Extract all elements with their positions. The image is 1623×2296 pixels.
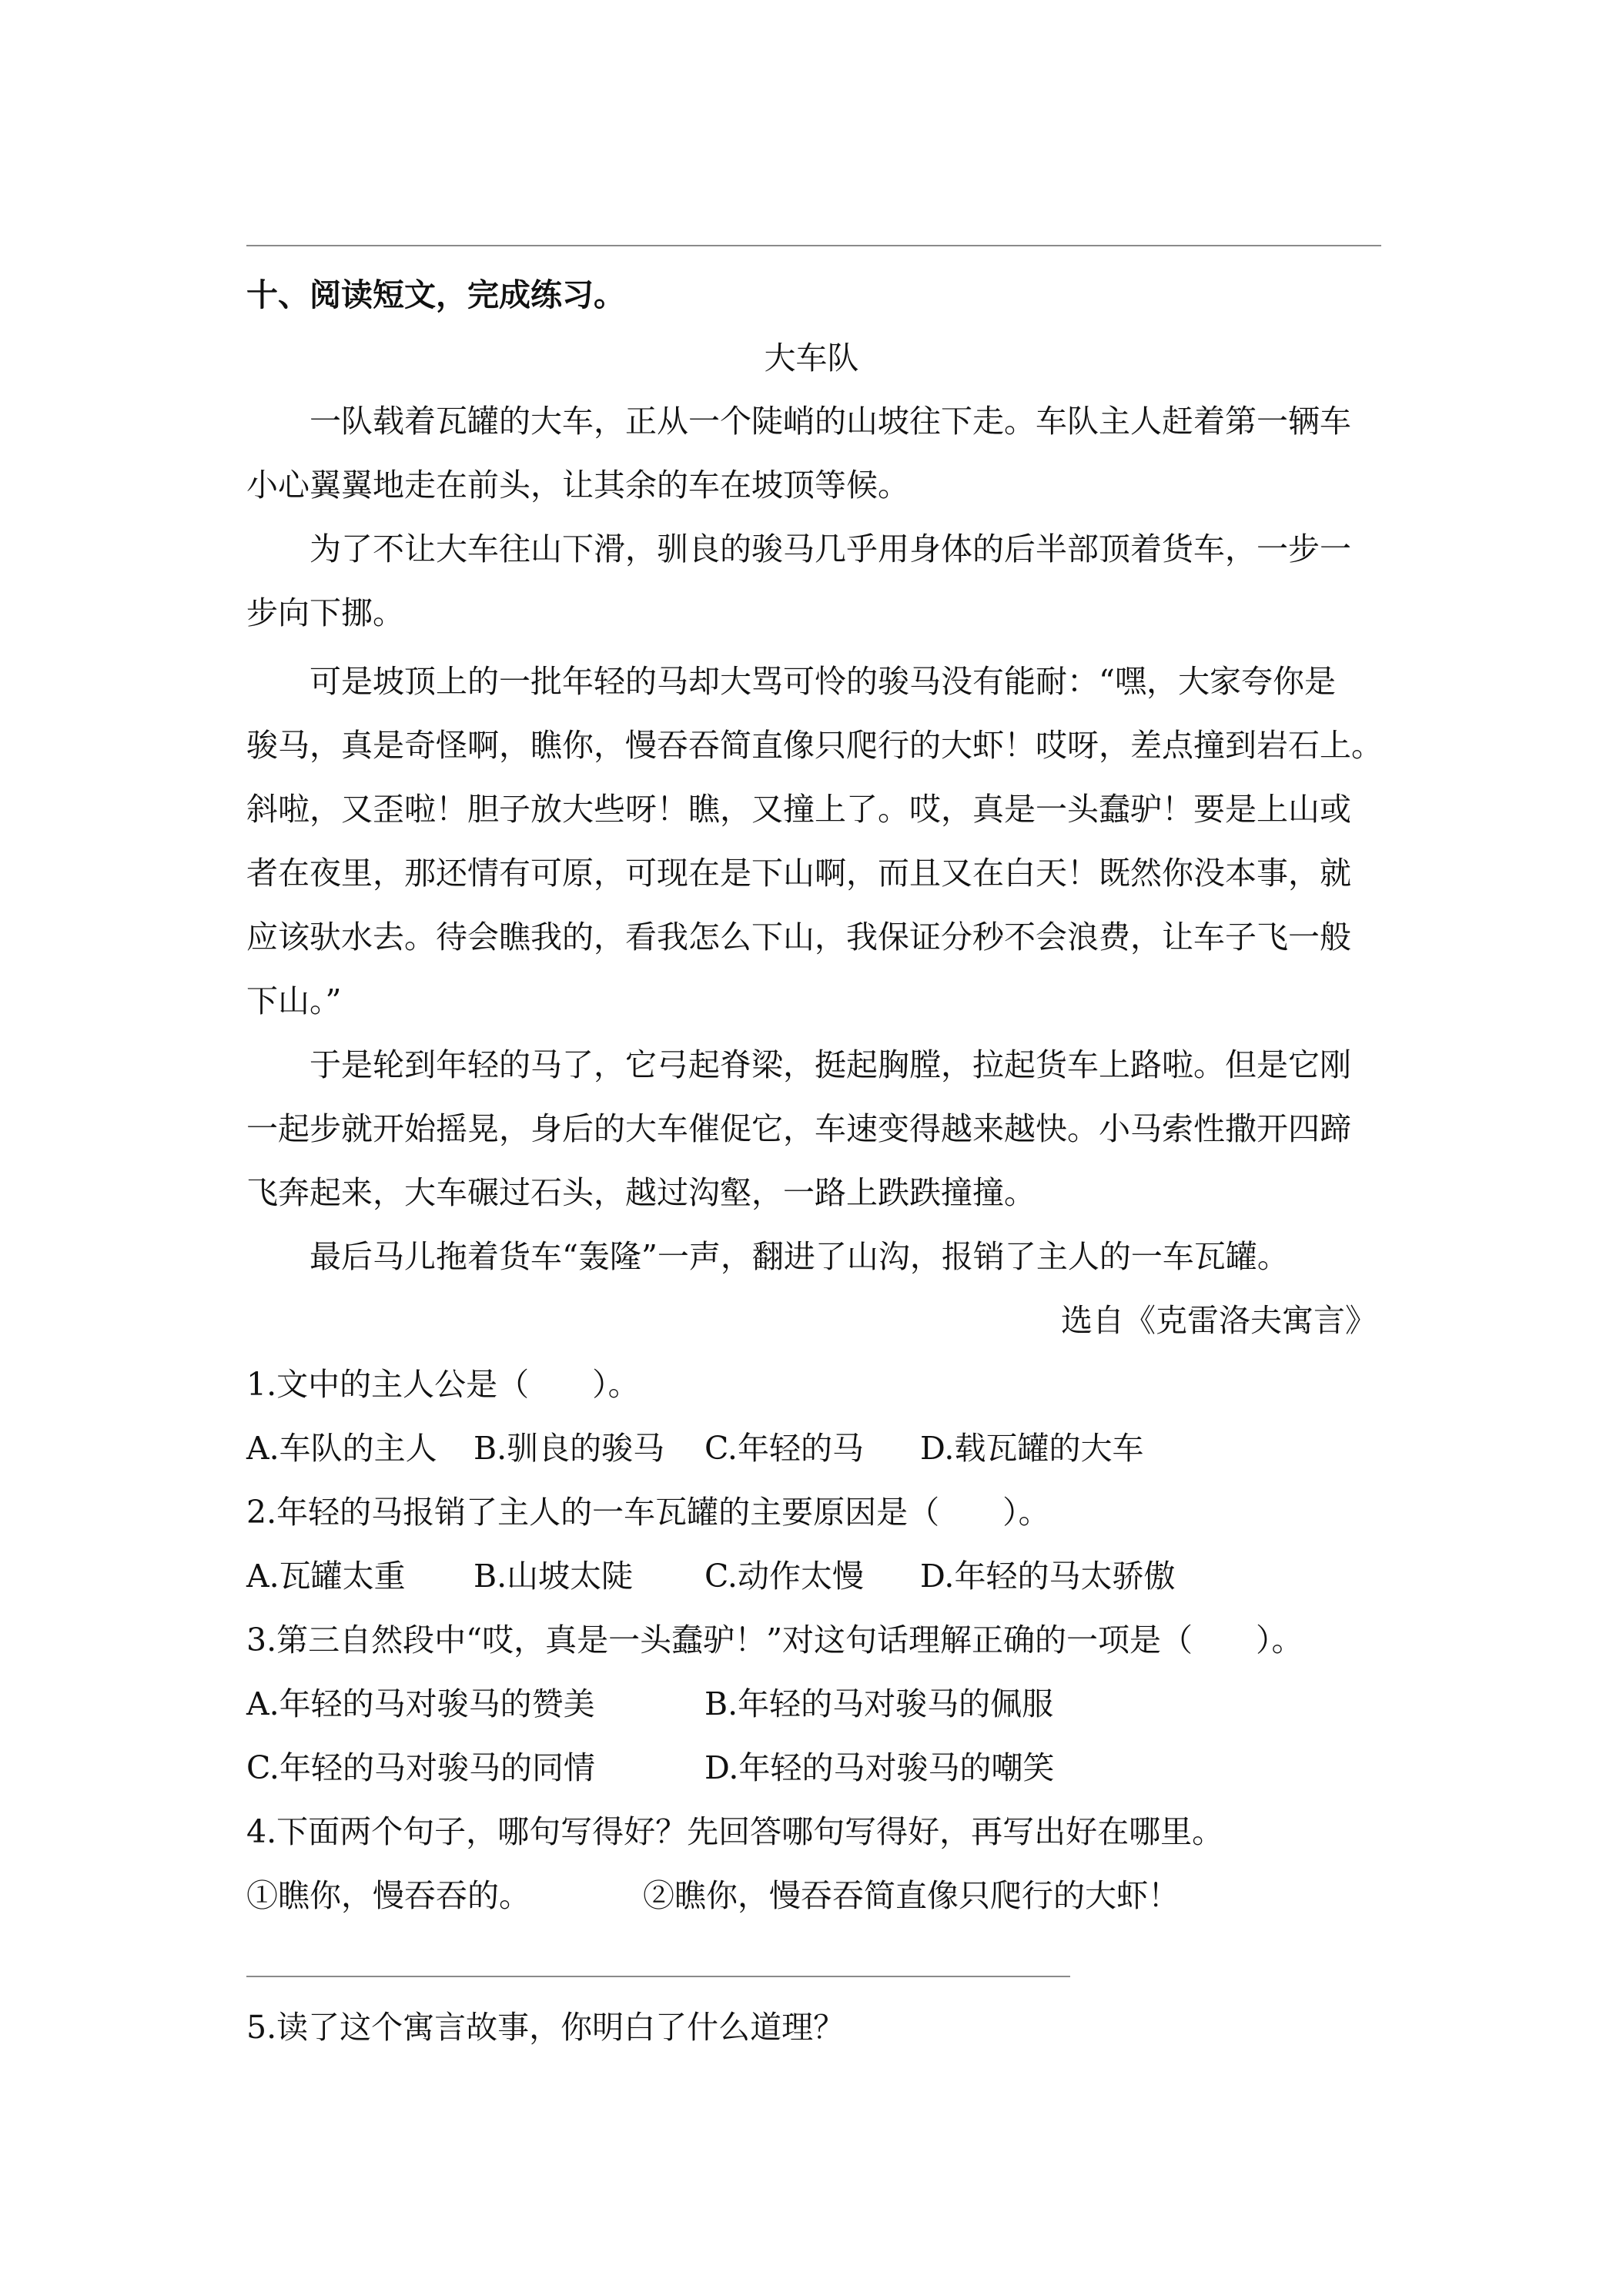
question-3-options-row1 bbox=[246, 1685, 1381, 1723]
option-c: C.年轻的马对骏马的同情 bbox=[246, 1749, 595, 1786]
passage-line: 者在夜里，那还情有可原，可现在是下山啊，而且又在白天！既然你没本事，就 bbox=[246, 855, 1351, 892]
passage-line: 于是轮到年轻的马了，它弓起脊梁，挺起胸膛，拉起货车上路啦。但是它刚 bbox=[246, 1046, 1351, 1083]
section-heading: 十、阅读短文，完成练习。 bbox=[246, 276, 625, 313]
sentence-2: ②瞧你，慢吞吞简直像只爬行的大虾！ bbox=[643, 1877, 1180, 1914]
passage-source: 选自《克雷洛夫寓言》 bbox=[1061, 1302, 1377, 1339]
option-a: A.年轻的马对骏马的赞美 bbox=[246, 1685, 595, 1722]
passage-line: 一队载着瓦罐的大车，正从一个陡峭的山坡往下走。车队主人赶着第一辆车 bbox=[246, 403, 1351, 440]
option-b: B.山坡太陡 bbox=[474, 1558, 634, 1595]
question-4-sentences bbox=[246, 1876, 1381, 1915]
passage-line: 骏马，真是奇怪啊，瞧你，慢吞吞简直像只爬行的大虾！哎呀，差点撞到岩石上。 bbox=[246, 727, 1383, 764]
question-5: 5.读了这个寓言故事，你明白了什么道理？ bbox=[246, 2009, 845, 2046]
passage-line: 应该驮水去。待会瞧我的，看我怎么下山，我保证分秒不会浪费，让车子飞一般 bbox=[246, 919, 1351, 956]
option-a: A.瓦罐太重 bbox=[246, 1558, 406, 1595]
question-3-options-row2 bbox=[246, 1749, 1381, 1787]
option-c: C.动作太慢 bbox=[704, 1558, 864, 1595]
passage-line: 可是坡顶上的一批年轻的马却大骂可怜的骏马没有能耐：“嘿，大家夸你是 bbox=[246, 663, 1336, 700]
passage-line: 斜啦，又歪啦！胆子放大些呀！瞧，又撞上了。哎，真是一头蠢驴！要是上山或 bbox=[246, 791, 1351, 828]
passage-line: 下山。” bbox=[246, 982, 342, 1019]
question-3: 3.第三自然段中“哎，真是一头蠢驴！”对这句话理解正确的一项是（ ）。 bbox=[246, 1622, 1303, 1658]
passage-line: 为了不让大车往山下滑，驯良的骏马几乎用身体的后半部顶着货车，一步一 bbox=[246, 530, 1351, 567]
option-b: B.驯良的骏马 bbox=[474, 1430, 665, 1467]
sentence-1: ①瞧你，慢吞吞的。 bbox=[246, 1877, 530, 1914]
question-4: 4.下面两个句子，哪句写得好？先回答哪句写得好，再写出好在哪里。 bbox=[246, 1813, 1224, 1850]
question-1: 1.文中的主人公是（ ）。 bbox=[246, 1366, 640, 1403]
answer-line[interactable] bbox=[246, 1976, 1070, 1977]
passage-title: 大车队 bbox=[764, 340, 859, 377]
option-b: B.年轻的马对骏马的佩服 bbox=[704, 1685, 1054, 1722]
passage-line: 小心翼翼地走在前头，让其余的车在坡顶等候。 bbox=[246, 467, 909, 504]
passage-line: 最后马儿拖着货车“轰隆”一声，翻进了山沟，报销了主人的一车瓦罐。 bbox=[246, 1238, 1289, 1275]
question-2: 2.年轻的马报销了主人的一车瓦罐的主要原因是（ ）。 bbox=[246, 1494, 1050, 1531]
passage-line: 飞奔起来，大车碾过石头，越过沟壑，一路上跌跌撞撞。 bbox=[246, 1174, 1036, 1211]
option-a: A.车队的主人 bbox=[246, 1430, 437, 1467]
question-1-options bbox=[246, 1429, 1381, 1468]
top-divider bbox=[246, 245, 1381, 246]
option-c: C.年轻的马 bbox=[704, 1430, 864, 1467]
option-d: D.年轻的马对骏马的嘲笑 bbox=[704, 1749, 1055, 1786]
question-2-options bbox=[246, 1557, 1381, 1595]
option-d: D.载瓦罐的大车 bbox=[920, 1430, 1144, 1467]
passage-line: 一起步就开始摇晃，身后的大车催促它，车速变得越来越快。小马索性撒开四蹄 bbox=[246, 1110, 1351, 1147]
option-d: D.年轻的马太骄傲 bbox=[920, 1558, 1176, 1595]
passage-line: 步向下挪。 bbox=[246, 594, 404, 631]
